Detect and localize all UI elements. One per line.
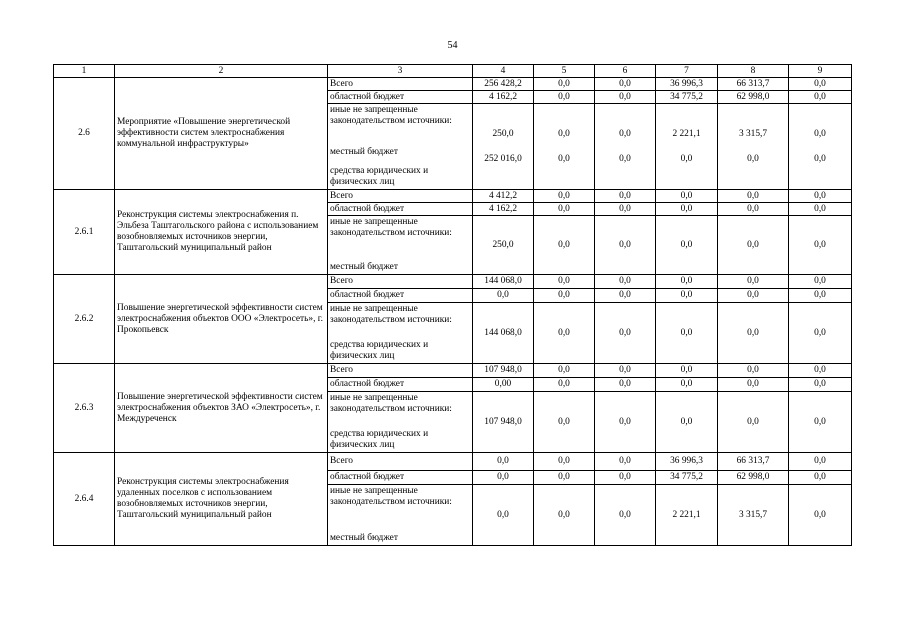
value-cell: 0,0 (789, 203, 852, 216)
value-cell: 0,0 (619, 416, 631, 427)
value-cell: 2 221,1 (672, 509, 701, 520)
value-cell: 0,0 (619, 153, 631, 164)
value-cell: 4 162,2 (473, 203, 534, 216)
value-cell: 0,0 (747, 239, 759, 250)
value-cell: 0,0 (680, 153, 693, 164)
column-header: 7 (656, 65, 718, 78)
other-sources-label: иные не запрещенные законодательством источники: (330, 105, 452, 126)
source-label: средства юридических и физических лиц (330, 340, 429, 361)
measure-code: 2.6.1 (54, 190, 115, 275)
value-cell: 4 412,2 (473, 190, 534, 203)
value-cell-stack (595, 303, 656, 364)
value-cell-stack (718, 485, 789, 546)
measure-code: 2.6.2 (54, 275, 115, 364)
value-cell: 0,0 (534, 91, 595, 104)
measure-code: 2.6.3 (54, 364, 115, 453)
value-cell: 0,0 (558, 416, 570, 427)
value-cell-stack (718, 216, 789, 275)
value-cell: 0,0 (595, 78, 656, 91)
value-cell-stack (473, 392, 534, 453)
value-cell: 0,0 (558, 509, 570, 520)
value-cell: 0,0 (595, 203, 656, 216)
value-cell: 0,0 (789, 91, 852, 104)
value-cell: 0,0 (814, 509, 826, 520)
value-cell: 0,0 (558, 327, 570, 338)
value-cell: 0,0 (473, 453, 534, 471)
other-sources-list (330, 262, 470, 273)
value-cell: 0,0 (534, 190, 595, 203)
value-cell: 36 996,3 (656, 453, 718, 471)
other-sources-list (330, 147, 470, 188)
column-header: 8 (718, 65, 789, 78)
value-cell: 0,0 (473, 289, 534, 303)
value-cell: 0,0 (534, 378, 595, 392)
value-cell-stack (534, 392, 595, 453)
other-sources-list (330, 429, 470, 451)
value-cell: 0,0 (656, 203, 718, 216)
value-cell: 0,0 (656, 378, 718, 392)
value-cell: 0,0 (534, 471, 595, 485)
value-cell: 0,0 (789, 378, 852, 392)
value-cell: 0,0 (789, 453, 852, 471)
value-cell-stack (595, 216, 656, 275)
value-cell-stack (595, 392, 656, 453)
table-row (54, 78, 852, 91)
value-cell: 2 221,1 (672, 128, 701, 139)
measure-description: Реконструкция системы электроснабжения п. Эльбеза Таштагольского района с использованием возобновляемых источников энергии, Таштагольский муниципальный район (115, 190, 328, 275)
value-cell: 0,0 (595, 378, 656, 392)
value-cell: 4 162,2 (473, 91, 534, 104)
value-cell: 0,0 (814, 153, 826, 164)
value-cell-stack (656, 303, 718, 364)
value-cell: 144 068,0 (484, 327, 522, 338)
value-cell: 3 315,7 (738, 509, 768, 520)
value-cell-stack (656, 104, 718, 190)
table-row (54, 275, 852, 289)
source-label: Всего (328, 190, 473, 203)
value-cell: 3 315,7 (738, 128, 768, 139)
value-cell: 0,00 (473, 378, 534, 392)
measure-description: Мероприятие «Повышение энергетической эффективности систем электроснабжения коммунальной инфраструктуры» (115, 78, 328, 190)
value-cell: 0,0 (814, 239, 826, 250)
value-cell: 0,0 (656, 289, 718, 303)
value-cell: 0,0 (814, 128, 826, 139)
value-cell: 36 996,3 (656, 78, 718, 91)
value-cell: 0,0 (595, 190, 656, 203)
value-cell: 0,0 (789, 275, 852, 289)
value-cell-stack (534, 303, 595, 364)
value-cell: 0,0 (497, 509, 509, 520)
value-cell: 0,0 (595, 289, 656, 303)
measure-description: Повышение энергетической эффективности систем электроснабжения объектов ООО «Электросеть», г. Прокопьевск (115, 275, 328, 364)
value-cell-stack (534, 104, 595, 190)
other-sources-stack (330, 105, 470, 188)
other-sources-cell (328, 216, 473, 275)
value-cell: 0,0 (534, 203, 595, 216)
source-label: средства юридических и физических лиц (330, 166, 429, 187)
value-cell-stack (656, 216, 718, 275)
other-sources-label: иные не запрещенные законодательством источники: (330, 304, 452, 325)
value-cell: 0,0 (595, 471, 656, 485)
value-cell: 0,0 (473, 471, 534, 485)
value-cell: 107 948,0 (473, 364, 534, 378)
column-header: 6 (595, 65, 656, 78)
source-label: областной бюджет (328, 91, 473, 104)
value-cell-stack (473, 104, 534, 190)
page-number: 54 (447, 40, 458, 51)
other-sources-stack (330, 486, 470, 544)
value-cell-stack (789, 104, 852, 190)
source-label: областной бюджет (328, 289, 473, 303)
value-cell: 0,0 (789, 190, 852, 203)
value-cell: 0,0 (595, 91, 656, 104)
value-cell-stack (789, 216, 852, 275)
source-label: местный бюджет (330, 533, 398, 543)
other-sources-label: иные не запрещенные законодательством источники: (330, 393, 452, 414)
value-cell: 0,0 (558, 239, 570, 250)
other-sources-list (330, 533, 470, 544)
table-row (54, 364, 852, 378)
value-cell: 250,0 (492, 239, 514, 250)
value-cell: 0,0 (789, 471, 852, 485)
source-label: местный бюджет (330, 262, 398, 272)
value-cell: 252 016,0 (484, 153, 522, 164)
value-cell: 0,0 (656, 190, 718, 203)
value-cell: 0,0 (534, 289, 595, 303)
value-cell: 0,0 (619, 239, 631, 250)
value-cell: 0,0 (619, 128, 631, 139)
value-cell-stack (534, 216, 595, 275)
value-cell: 0,0 (619, 509, 631, 520)
budget-table (53, 64, 852, 546)
value-cell: 66 313,7 (718, 78, 789, 91)
value-cell: 0,0 (656, 275, 718, 289)
other-sources-stack (330, 393, 470, 451)
other-sources-stack (330, 304, 470, 362)
other-sources-cell (328, 303, 473, 364)
value-cell: 0,0 (718, 364, 789, 378)
value-cell: 0,0 (718, 190, 789, 203)
value-cell: 0,0 (814, 327, 826, 338)
value-cell: 0,0 (789, 289, 852, 303)
source-label: Всего (328, 453, 473, 471)
value-cell-stack (718, 303, 789, 364)
value-cell-stack (789, 485, 852, 546)
value-cell-stack (789, 392, 852, 453)
source-label: Всего (328, 275, 473, 289)
table-row (54, 190, 852, 203)
value-cell-stack (473, 216, 534, 275)
value-cell: 34 775,2 (656, 471, 718, 485)
value-cell: 0,0 (747, 327, 759, 338)
value-cell: 0,0 (534, 78, 595, 91)
value-cell: 0,0 (656, 364, 718, 378)
value-cell-stack (656, 392, 718, 453)
value-cell: 107 948,0 (484, 416, 522, 427)
value-cell-stack (595, 485, 656, 546)
column-header: 4 (473, 65, 534, 78)
measure-code: 2.6 (54, 78, 115, 190)
value-cell: 0,0 (718, 203, 789, 216)
other-sources-label: иные не запрещенные законодательством источники: (330, 486, 452, 507)
value-cell: 0,0 (595, 453, 656, 471)
value-cell: 0,0 (534, 364, 595, 378)
column-header: 3 (328, 65, 473, 78)
measure-description: Повышение энергетической эффективности систем электроснабжения объектов ЗАО «Электросеть», г. Междуреченск (115, 364, 328, 453)
source-label: областной бюджет (328, 203, 473, 216)
value-cell: 0,0 (718, 275, 789, 289)
value-cell-stack (473, 485, 534, 546)
value-cell: 0,0 (558, 153, 570, 164)
other-sources-label: иные не запрещенные законодательством источники: (330, 217, 452, 238)
value-cell: 0,0 (747, 153, 759, 164)
table-row (54, 453, 852, 471)
value-cell-stack (718, 392, 789, 453)
value-cell-stack (534, 485, 595, 546)
measure-description: Реконструкция системы электроснабжения удаленных поселков с использованием возобновляемых источников энергии, Таштагольский муниципальный район (115, 453, 328, 546)
other-sources-list (330, 340, 470, 362)
column-header: 9 (789, 65, 852, 78)
value-cell-stack (595, 104, 656, 190)
source-label: местный бюджет (330, 147, 398, 157)
value-cell: 0,0 (718, 378, 789, 392)
other-sources-cell (328, 485, 473, 546)
value-cell: 0,0 (680, 239, 693, 250)
source-label: областной бюджет (328, 378, 473, 392)
value-cell: 66 313,7 (718, 453, 789, 471)
value-cell: 0,0 (747, 416, 759, 427)
value-cell: 0,0 (558, 128, 570, 139)
source-label: Всего (328, 78, 473, 91)
column-header: 5 (534, 65, 595, 78)
value-cell: 0,0 (595, 275, 656, 289)
source-label: областной бюджет (328, 471, 473, 485)
other-sources-cell (328, 392, 473, 453)
value-cell: 34 775,2 (656, 91, 718, 104)
other-sources-cell (328, 104, 473, 190)
header-row (54, 65, 852, 78)
value-cell: 0,0 (680, 416, 693, 427)
column-header: 2 (115, 65, 328, 78)
value-cell: 0,0 (619, 327, 631, 338)
source-label: средства юридических и физических лиц (330, 429, 429, 450)
source-label: Всего (328, 364, 473, 378)
value-cell: 62 998,0 (718, 91, 789, 104)
value-cell-stack (656, 485, 718, 546)
value-cell: 0,0 (718, 289, 789, 303)
value-cell: 256 428,2 (473, 78, 534, 91)
value-cell: 0,0 (595, 364, 656, 378)
measure-code: 2.6.4 (54, 453, 115, 546)
value-cell: 0,0 (534, 275, 595, 289)
value-cell-stack (473, 303, 534, 364)
value-cell: 0,0 (814, 416, 826, 427)
value-cell: 0,0 (534, 453, 595, 471)
value-cell: 144 068,0 (473, 275, 534, 289)
value-cell: 0,0 (789, 364, 852, 378)
other-sources-stack (330, 217, 470, 273)
value-cell-stack (718, 104, 789, 190)
value-cell: 62 998,0 (718, 471, 789, 485)
column-header: 1 (54, 65, 115, 78)
value-cell: 250,0 (492, 128, 514, 139)
value-cell: 0,0 (789, 78, 852, 91)
value-cell-stack (789, 303, 852, 364)
value-cell: 0,0 (680, 327, 693, 338)
